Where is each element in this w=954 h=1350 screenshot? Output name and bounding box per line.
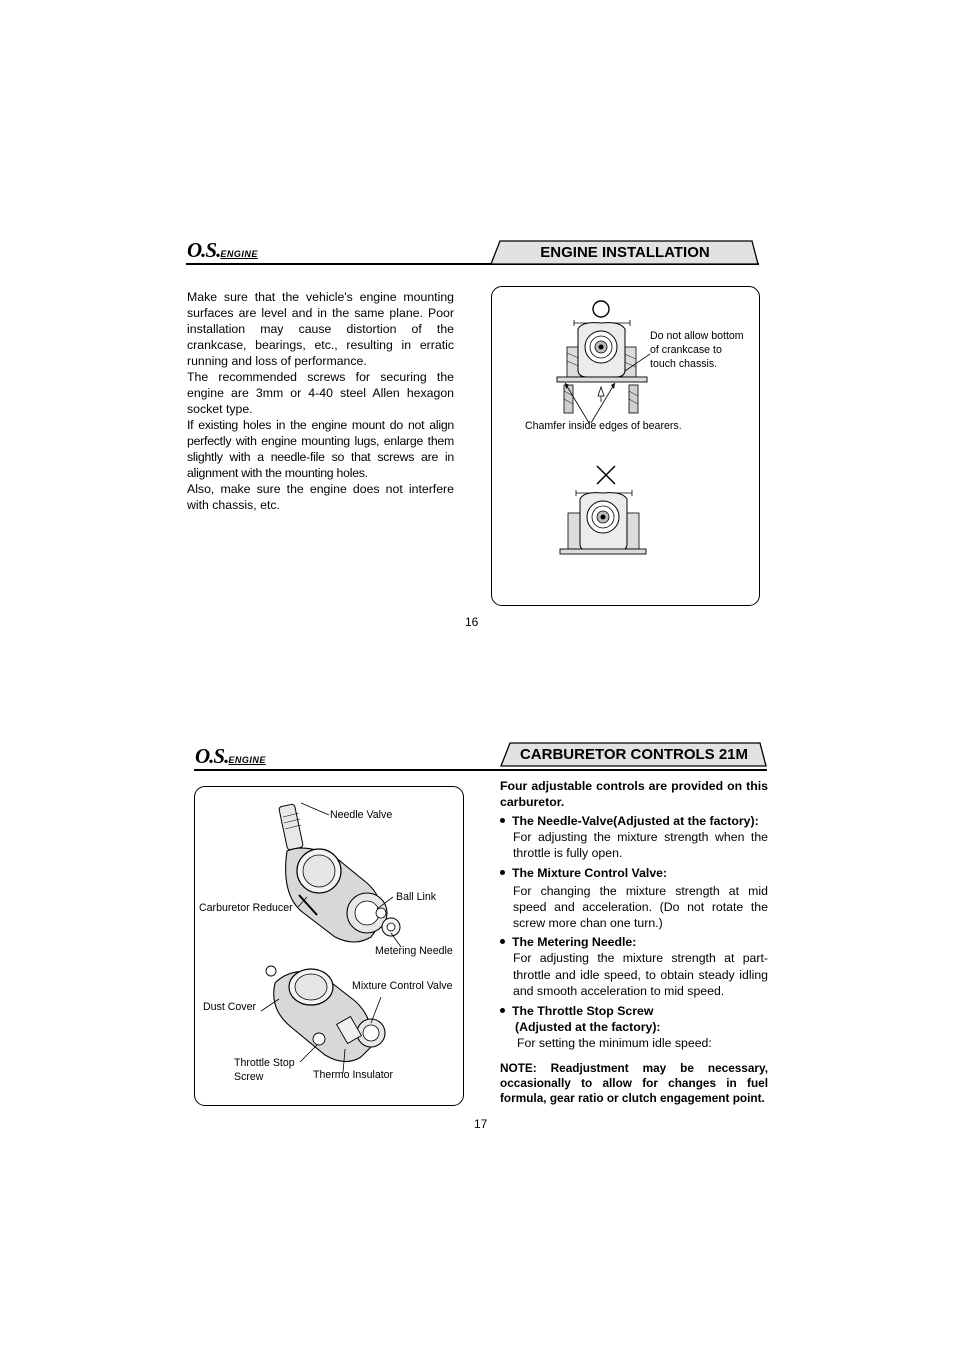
page-number: 16 (465, 615, 479, 629)
incorrect-mounting-illustration (552, 463, 652, 559)
section-tab (490, 240, 760, 265)
callout-crankcase-bottom: Do not allow bottom of crankcase to touch chassis. (650, 330, 744, 370)
readjustment-note: NOTE: Readjustment may be necessary, occasionally to allow for changes in fuel formula, gear ratio or clutch engagement point. (500, 1061, 768, 1105)
label-metering-needle: Metering Needle (375, 945, 453, 957)
callout-chamfer: Chamfer inside edges of bearers. (525, 420, 682, 432)
label-thermo-insulator: Thermo Insulator (313, 1069, 394, 1081)
paragraph: Also, make sure the engine does not interfere with chassis, etc. (187, 482, 454, 512)
page-number: 17 (474, 1117, 488, 1131)
installation-text (187, 289, 454, 513)
control-throttle-stop-screw: The Throttle Stop Screw (Adjusted at the factory): For setting the minimum idle speed: (500, 1003, 768, 1051)
control-mixture-control-valve: The Mixture Control Valve: For changing the mixture strength at mid speed and acceleration. (Do not rotate the screw more chan one turn.) (500, 865, 768, 931)
label-throttle-stop-screw: Throttle Stop Screw (234, 1057, 295, 1083)
label-dust-cover: Dust Cover (203, 1001, 256, 1013)
paragraph: Make sure that the vehicle's engine mounting surfaces are level and in the same plane. Poor installation may cause distortion of the crankcase, bearings, etc., resulting in erratic running and loss of performance. (187, 290, 454, 368)
installation-figure-frame (491, 286, 760, 606)
label-ball-link: Ball Link (396, 891, 437, 903)
section-tab (500, 742, 768, 767)
control-metering-needle: The Metering Needle: For adjusting the mixture strength at part-throttle and idle speed, to obtain steady idling and smooth acceleration to mid speed. (500, 934, 768, 1000)
bullet-icon (500, 870, 505, 875)
bullet-icon (500, 939, 505, 944)
controls-intro: Four adjustable controls are provided on this carburetor. (500, 779, 768, 809)
section-title: ENGINE INSTALLATION (540, 244, 710, 261)
label-carburetor-reducer: Carburetor Reducer (199, 902, 293, 914)
label-needle-valve: Needle Valve (330, 809, 393, 821)
os-engine-logo: O.S.ENGINE (187, 238, 258, 262)
os-engine-logo: O.S.ENGINE (195, 744, 266, 768)
paragraph: If existing holes in the engine mount do not align perfectly with engine mounting lugs, enlarge them slightly with a needle-file so that screws are in alignment with the mounting holes. (187, 418, 454, 480)
bullet-icon (500, 818, 505, 823)
header-rule (194, 769, 767, 771)
bullet-icon (500, 1008, 505, 1013)
label-mixture-control-valve: Mixture Control Valve (352, 980, 453, 992)
section-title: CARBURETOR CONTROLS 21M (519, 746, 749, 763)
carburetor-figure-frame (194, 786, 464, 1106)
control-needle-valve: The Needle-Valve(Adjusted at the factory): For adjusting the mixture strength when the throttle is fully open. (500, 813, 768, 861)
paragraph: The recommended screws for securing the engine are 3mm or 4-40 steel Allen hexagon socket type. (187, 370, 454, 416)
